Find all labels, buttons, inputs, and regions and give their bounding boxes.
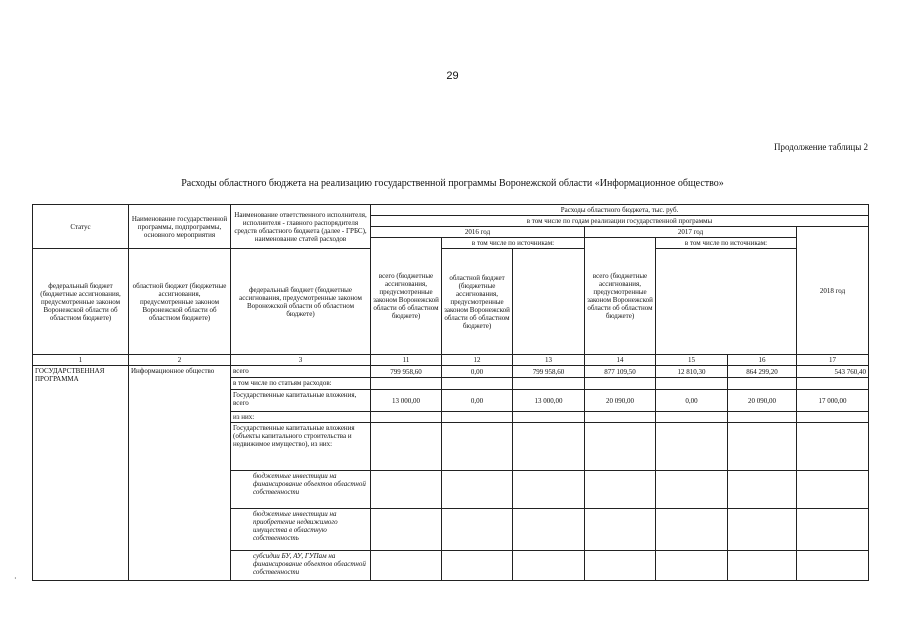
cell-value (656, 378, 728, 390)
col-number: 15 (656, 355, 728, 366)
header-2016-total: всего (бюджетные ассигнования, предусмотренные законом Воронежской области об областном бюджете) (371, 238, 442, 355)
col-number: 14 (585, 355, 656, 366)
col-number: 13 (513, 355, 585, 366)
header-status: Статус (33, 205, 129, 249)
cell-value (797, 551, 869, 581)
cell-value: 0,00 (656, 390, 728, 412)
cell-value: 0,00 (442, 366, 513, 378)
cell-value: 799 958,60 (371, 366, 442, 378)
header-2016-regional: областной бюджет (бюджетные ассигнования, предусмотренные законом Воронежской области об областном бюджете) (129, 249, 231, 355)
row-label: Государственные капитальные вложения (объекты капитального строительства и недвижимое имущество), из них: (231, 423, 371, 471)
col-number: 11 (371, 355, 442, 366)
cell-value (371, 471, 442, 509)
header-year-2016: 2016 год (371, 227, 585, 238)
cell-value (513, 471, 585, 509)
cell-value (442, 471, 513, 509)
col-number: 17 (797, 355, 869, 366)
cell-value: 20 090,00 (585, 390, 656, 412)
cell-value (728, 509, 797, 551)
cell-value (371, 378, 442, 390)
budget-table (32, 204, 869, 581)
header-2017-regional: областной бюджет (бюджетные ассигнования, предусмотренные законом Воронежской области об областном бюджете) (442, 249, 513, 355)
cell-value (442, 423, 513, 471)
cell-value (728, 551, 797, 581)
cell-value (513, 412, 585, 423)
cell-value (656, 509, 728, 551)
cell-value (656, 551, 728, 581)
header-2017-total: всего (бюджетные ассигнования, предусмотренные законом Воронежской области об областном бюджете) (585, 238, 656, 355)
cell-value (728, 471, 797, 509)
cell-value: 12 810,30 (656, 366, 728, 378)
col-number: 3 (231, 355, 371, 366)
cell-value: 864 299,20 (728, 366, 797, 378)
cell-value (728, 423, 797, 471)
cell-value: 877 109,50 (585, 366, 656, 378)
header-2017-federal: федеральный бюджет (бюджетные ассигнования, предусмотренные законом Воронежской области об областном бюджете) (231, 249, 371, 355)
col-number: 2 (129, 355, 231, 366)
cell-value: 799 958,60 (513, 366, 585, 378)
program-name-cell: Информационное общество (129, 366, 231, 581)
cell-value (728, 378, 797, 390)
status-cell: ГОСУДАРСТВЕННАЯ ПРОГРАММА (33, 366, 129, 581)
margin-mark: · (14, 574, 17, 583)
row-label: в том числе по статьям расходов: (231, 378, 371, 390)
cell-value: 0,00 (442, 390, 513, 412)
row-label: Государственные капитальные вложения, всего (231, 390, 371, 412)
row-label: субсидии БУ, АУ, ГУПам на финансирование объектов областной собственности (231, 551, 371, 581)
cell-value (797, 378, 869, 390)
header-program-name: Наименование государственной программы, подпрограммы, основного мероприятия (129, 205, 231, 249)
column-number-row (33, 355, 869, 366)
row-label: из них: (231, 412, 371, 423)
cell-value (442, 509, 513, 551)
cell-value (656, 471, 728, 509)
cell-value: 543 760,40 (797, 366, 869, 378)
table-row (33, 366, 869, 378)
cell-value (442, 378, 513, 390)
row-label: бюджетные инвестиции на приобретение недвижимого имущества в областную собственность (231, 509, 371, 551)
cell-value (371, 423, 442, 471)
cell-value (656, 423, 728, 471)
header-2017-sources: в том числе по источникам: (656, 238, 797, 249)
header-year-2018: 2018 год (797, 227, 869, 355)
cell-value: 13 000,00 (513, 390, 585, 412)
cell-value (442, 551, 513, 581)
table-continuation-note: Продолжение таблицы 2 (774, 142, 868, 152)
cell-value (797, 423, 869, 471)
cell-value (513, 551, 585, 581)
page-number: 29 (446, 70, 459, 82)
cell-value (371, 412, 442, 423)
document-title: Расходы областного бюджета на реализацию государственной программы Воронежской области «Информационное общество» (181, 178, 724, 189)
header-year-2017: 2017 год (585, 227, 797, 238)
header-by-years: в том числе по годам реализации государственной программы (371, 216, 869, 227)
row-label: бюджетные инвестиции на финансирование объектов областной собственности (231, 471, 371, 509)
cell-value (513, 509, 585, 551)
cell-value: 13 000,00 (371, 390, 442, 412)
cell-value (585, 423, 656, 471)
cell-value: 17 000,00 (797, 390, 869, 412)
cell-value (797, 412, 869, 423)
col-number: 16 (728, 355, 797, 366)
cell-value (513, 378, 585, 390)
col-number: 1 (33, 355, 129, 366)
cell-value (585, 551, 656, 581)
row-label: всего (231, 366, 371, 378)
cell-value (513, 423, 585, 471)
cell-value (797, 509, 869, 551)
cell-value (371, 509, 442, 551)
cell-value (371, 551, 442, 581)
col-number: 12 (442, 355, 513, 366)
header-executor: Наименование ответственного исполнителя, исполнителя - главного распорядителя средств областного бюджета (далее - ГРБС), наименование статей расходов (231, 205, 371, 249)
header-expenses: Расходы областного бюджета, тыс. руб. (371, 205, 869, 216)
cell-value (728, 412, 797, 423)
cell-value (656, 412, 728, 423)
cell-value (585, 378, 656, 390)
cell-value (585, 471, 656, 509)
cell-value (442, 412, 513, 423)
cell-value (797, 471, 869, 509)
cell-value: 20 090,00 (728, 390, 797, 412)
header-2016-sources: в том числе по источникам: (442, 238, 585, 249)
cell-value (585, 412, 656, 423)
cell-value (585, 509, 656, 551)
header-2016-federal: федеральный бюджет (бюджетные ассигнования, предусмотренные законом Воронежской области об областном бюджете) (33, 249, 129, 355)
